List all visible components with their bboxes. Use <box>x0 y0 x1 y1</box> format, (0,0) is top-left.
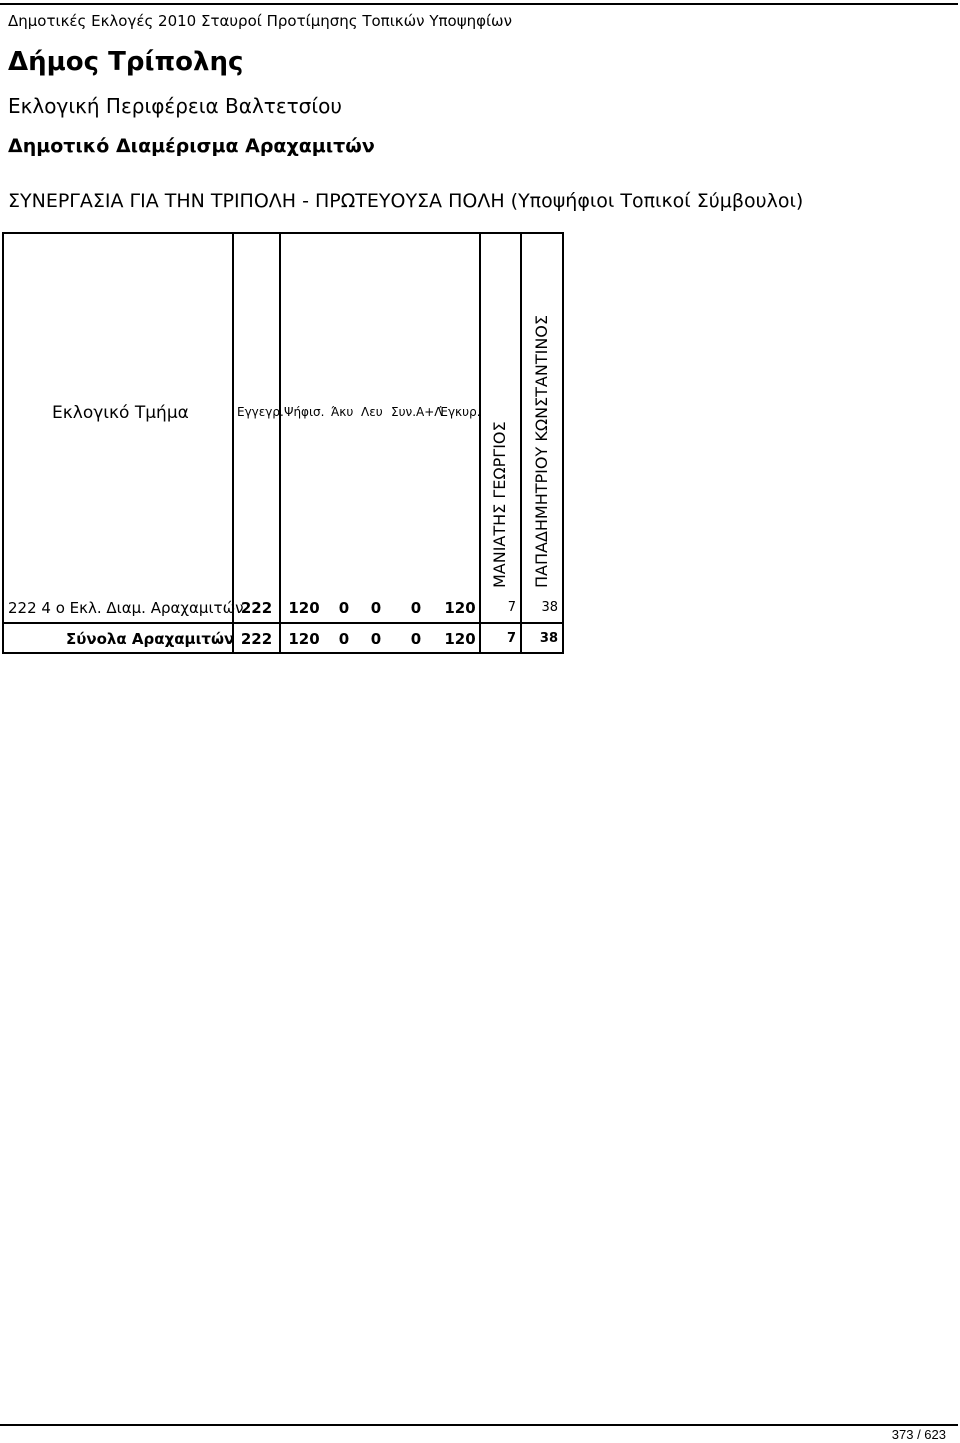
totals-registered: 222 <box>240 630 273 648</box>
header-valid: Έγκυρ. <box>439 405 481 419</box>
totals-candidate-votes: 7 <box>506 631 516 646</box>
candidate-header: ΠΑΠΑΔΗΜΗΤΡΙΟΥ ΚΩΝΣΤΑΝΤΙΝΟΣ <box>532 314 551 588</box>
totals-invalid: 0 <box>338 630 350 648</box>
totals-valid: 120 <box>444 630 476 648</box>
row-section: 222 4 ο Εκλ. Διαμ. Αραχαμιτών <box>8 599 244 617</box>
row-candidate-votes: 38 <box>541 600 558 615</box>
totals-section: Σύνολα Αραχαμιτών <box>66 630 235 648</box>
row-voted: 120 <box>288 599 320 617</box>
row-invalid: 0 <box>338 599 350 617</box>
totals-voted: 120 <box>288 630 320 648</box>
party-name: ΣΥΝΕΡΓΑΣΙΑ ΓΙΑ ΤΗΝ ΤΡΙΠΟΛΗ - ΠΡΩΤΕΥΟΥΣΑ ΠΟΛΗ (Υποψήφιοι Τοπικοί Σύμβουλοι) <box>8 190 804 212</box>
running-head: Δημοτικές Εκλογές 2010 Σταυροί Προτίμησης Τοπικών Υποψηφίων <box>8 12 513 30</box>
header-section: Εκλογικό Τμήμα <box>52 403 189 423</box>
row-valid: 120 <box>444 599 476 617</box>
bottom-rule <box>0 1424 958 1426</box>
col-divider <box>279 232 281 654</box>
header-sum-invalid-blank: Συν.Α+Λ <box>391 405 443 419</box>
page-number: 373 / 623 <box>891 1427 946 1442</box>
top-rule <box>0 3 958 5</box>
col-divider <box>232 232 234 654</box>
row-candidate-votes: 7 <box>507 600 516 615</box>
header-blank: Λευ <box>361 405 383 419</box>
municipal-community: Δημοτικό Διαμέρισμα Αραχαμιτών <box>8 135 375 157</box>
candidate-header: ΜΑΝΙΑΤΗΣ ΓΕΩΡΓΙΟΣ <box>490 421 509 588</box>
col-divider <box>479 232 481 654</box>
header-registered: Εγγεγρ. <box>237 405 284 419</box>
row-sum-invalid-blank: 0 <box>410 599 422 617</box>
row-registered: 222 <box>240 599 273 617</box>
electoral-district: Εκλογική Περιφέρεια Βαλτετσίου <box>8 94 342 118</box>
table-border-left <box>2 232 4 654</box>
totals-candidate-votes: 38 <box>539 631 558 646</box>
totals-sum-invalid-blank: 0 <box>410 630 422 648</box>
row-blank: 0 <box>370 599 382 617</box>
header-voted: Ψήφισ. <box>284 405 325 419</box>
col-divider <box>520 232 522 654</box>
table-border-right <box>562 232 564 654</box>
totals-blank: 0 <box>370 630 382 648</box>
header-invalid: Άκυ <box>331 405 354 419</box>
municipality-title: Δήμος Τρίπολης <box>8 47 244 77</box>
